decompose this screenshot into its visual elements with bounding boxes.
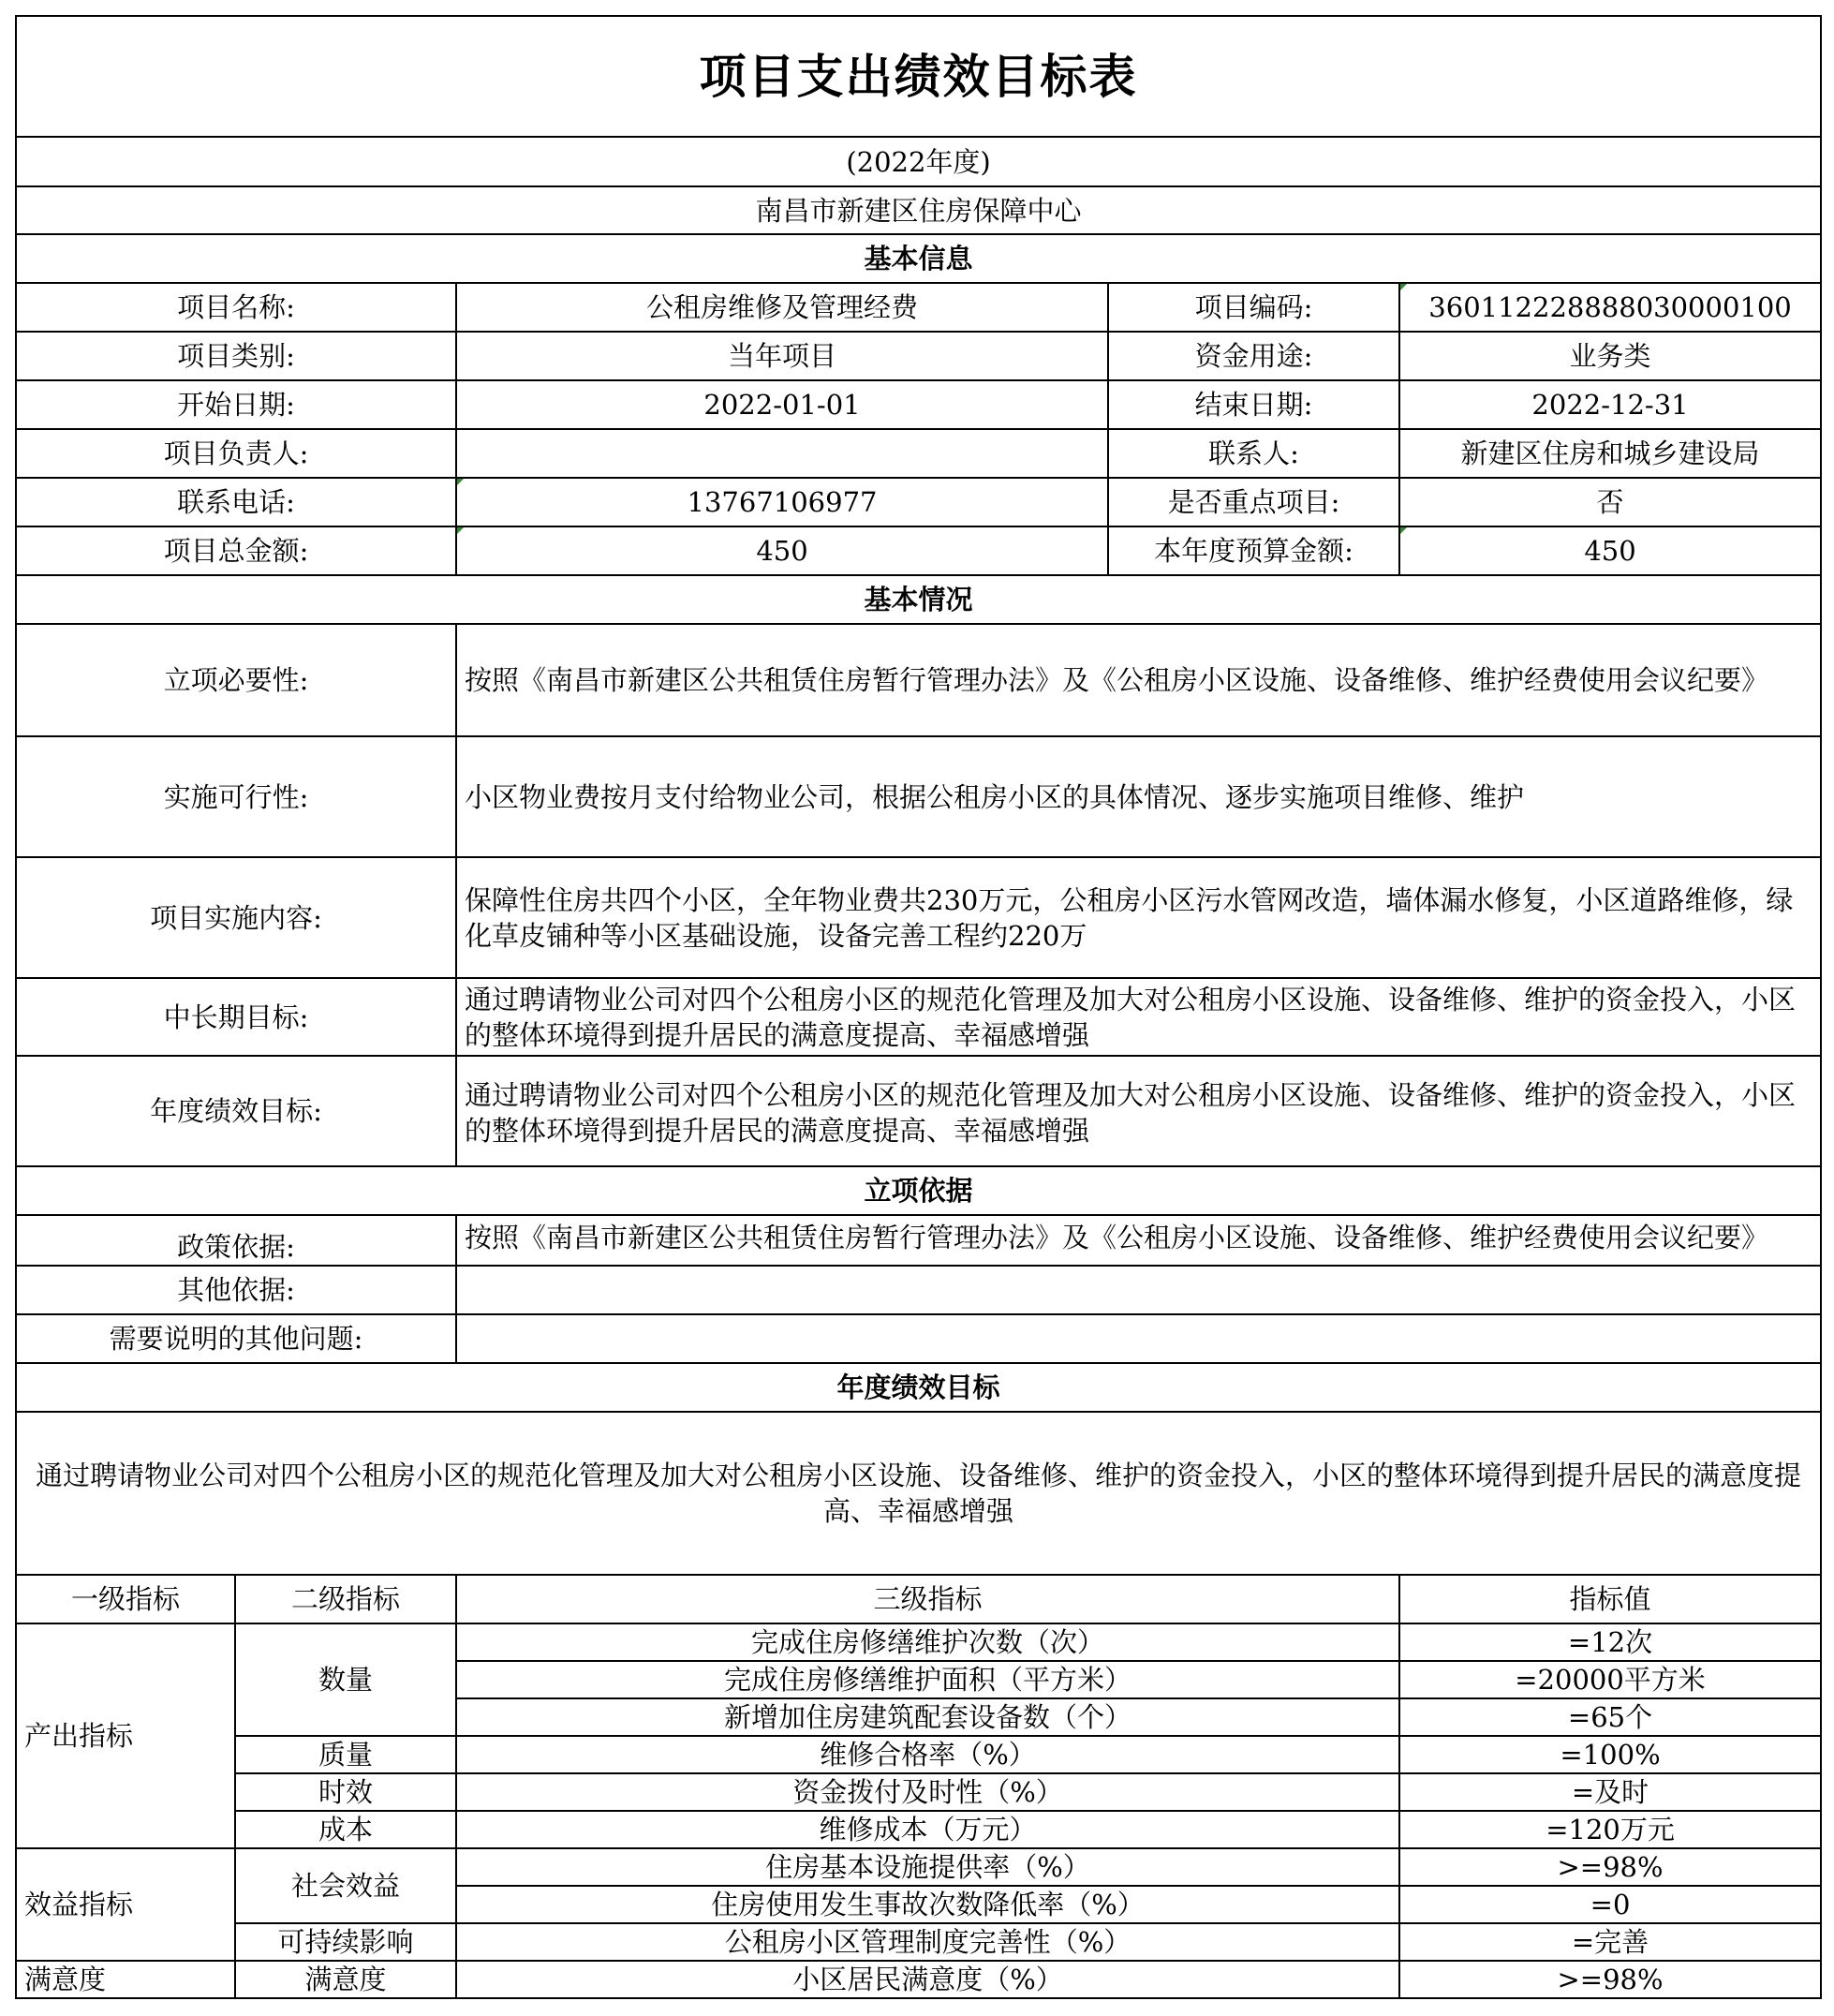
fund-use-label: 资金用途: xyxy=(1108,332,1399,380)
fiscal-year: (2022年度) xyxy=(16,137,1821,186)
fund-use-value: 业务类 xyxy=(1399,332,1821,380)
project-name-value: 公租房维修及管理经费 xyxy=(456,283,1108,332)
level1-output: 产出指标 xyxy=(16,1623,235,1848)
content-text: 保障性住房共四个小区，全年物业费共230万元，公租房小区污水管网改造，墙体漏水修复，小区道路维修，绿化草皮铺种等小区基础设施，设备完善工程约220万 xyxy=(456,857,1821,978)
indicator-name: 小区居民满意度（%） xyxy=(456,1961,1399,1998)
end-date-value: 2022-12-31 xyxy=(1399,380,1821,429)
indicator-name: 新增加住房建筑配套设备数（个） xyxy=(456,1698,1399,1736)
start-date-value: 2022-01-01 xyxy=(456,380,1108,429)
section-basic-info: 基本信息 xyxy=(16,234,1821,283)
policy-text: 按照《南昌市新建区公共租赁住房暂行管理办法》及《公租房小区设施、设备维修、维护经费使用会议纪要》 xyxy=(465,1222,1769,1253)
total-amount-label: 项目总金额: xyxy=(16,526,456,575)
feasibility-text: 小区物业费按月支付给物业公司，根据公租房小区的具体情况、逐步实施项目维修、维护 xyxy=(456,736,1821,857)
indicator-value: >=98% xyxy=(1399,1961,1821,1998)
indicator-name: 维修合格率（%） xyxy=(456,1736,1399,1773)
other-basis-label: 其他依据: xyxy=(16,1266,456,1314)
level2-sustainability: 可持续影响 xyxy=(235,1923,456,1961)
level2-quantity: 数量 xyxy=(235,1623,456,1736)
section-situation: 基本情况 xyxy=(16,575,1821,624)
section-annual-target: 年度绩效目标 xyxy=(16,1363,1821,1412)
policy-cell xyxy=(456,1215,1821,1266)
page-title: 项目支出绩效目标表 xyxy=(16,16,1821,137)
indicator-value: =完善 xyxy=(1399,1923,1821,1961)
project-code-value: 36011222888803000010​0 xyxy=(1399,283,1821,332)
indicator-name: 资金拨付及时性（%） xyxy=(456,1773,1399,1811)
feasibility-label: 实施可行性: xyxy=(16,736,456,857)
indicator-value: =0 xyxy=(1399,1886,1821,1923)
contact-label: 联系人: xyxy=(1108,429,1399,478)
col-value-header: 指标值 xyxy=(1399,1575,1821,1623)
indicator-name: 完成住房修缮维护面积（平方米） xyxy=(456,1661,1399,1698)
category-label: 项目类别: xyxy=(16,332,456,380)
annual-target-text: 通过聘请物业公司对四个公租房小区的规范化管理及加大对公租房小区设施、设备维修、维护的资金投入，小区的整体环境得到提升居民的满意度提高、幸福感增强 xyxy=(16,1412,1821,1575)
level2-timeliness: 时效 xyxy=(235,1773,456,1811)
col-level3-header: 三级指标 xyxy=(456,1575,1399,1623)
level1-satisfaction: 满意度 xyxy=(16,1961,235,1998)
indicator-name: 维修成本（万元） xyxy=(456,1811,1399,1848)
indicator-value: =20000平方米 xyxy=(1399,1661,1821,1698)
category-value: 当年项目 xyxy=(456,332,1108,380)
indicator-value: =12次 xyxy=(1399,1623,1821,1661)
project-name-label: 项目名称: xyxy=(16,283,456,332)
indicator-name: 住房基本设施提供率（%） xyxy=(456,1848,1399,1886)
long-term-text: 通过聘请物业公司对四个公租房小区的规范化管理及加大对公租房小区设施、设备维修、维护的资金投入，小区的整体环境得到提升居民的满意度提高、幸福感增强 xyxy=(456,978,1821,1056)
level2-satisfaction: 满意度 xyxy=(235,1961,456,1998)
col-level2-header: 二级指标 xyxy=(235,1575,456,1623)
indicator-name: 完成住房修缮维护次数（次） xyxy=(456,1623,1399,1661)
level1-benefit: 效益指标 xyxy=(16,1848,235,1961)
indicator-value: =100% xyxy=(1399,1736,1821,1773)
key-project-label: 是否重点项目: xyxy=(1108,478,1399,526)
annual-goal-label: 年度绩效目标: xyxy=(16,1056,456,1166)
project-code-label: 项目编码: xyxy=(1108,283,1399,332)
level2-quality: 质量 xyxy=(235,1736,456,1773)
policy-label: 政策依据: xyxy=(16,1215,456,1266)
annual-goal-text: 通过聘请物业公司对四个公租房小区的规范化管理及加大对公租房小区设施、设备维修、维护的资金投入，小区的整体环境得到提升居民的满意度提高、幸福感增强 xyxy=(456,1056,1821,1166)
total-amount-value: 450 xyxy=(456,526,1108,575)
contact-value: 新建区住房和城乡建设局 xyxy=(1399,429,1821,478)
col-level1-header: 一级指标 xyxy=(16,1575,235,1623)
indicator-value: =65个 xyxy=(1399,1698,1821,1736)
indicator-value: =及时 xyxy=(1399,1773,1821,1811)
indicator-value: =120万元 xyxy=(1399,1811,1821,1848)
indicator-name: 公租房小区管理制度完善性（%） xyxy=(456,1923,1399,1961)
other-issues-label: 需要说明的其他问题: xyxy=(16,1314,456,1363)
indicator-value: >=98% xyxy=(1399,1848,1821,1886)
level2-cost: 成本 xyxy=(235,1811,456,1848)
budget-amount-label: 本年度预算金额: xyxy=(1108,526,1399,575)
indicator-name: 住房使用发生事故次数降低率（%） xyxy=(456,1886,1399,1923)
start-date-label: 开始日期: xyxy=(16,380,456,429)
leader-label: 项目负责人: xyxy=(16,429,456,478)
necessity-label: 立项必要性: xyxy=(16,624,456,736)
unit-name: 南昌市新建区住房保障中心 xyxy=(16,186,1821,234)
level2-social: 社会效益 xyxy=(235,1848,456,1923)
performance-target-table xyxy=(15,15,1822,1999)
budget-amount-value: 450 xyxy=(1399,526,1821,575)
content-label: 项目实施内容: xyxy=(16,857,456,978)
end-date-label: 结束日期: xyxy=(1108,380,1399,429)
necessity-text: 按照《南昌市新建区公共租赁住房暂行管理办法》及《公租房小区设施、设备维修、维护经费使用会议纪要》 xyxy=(456,624,1821,736)
leader-value xyxy=(456,429,1108,478)
phone-value: 13767106977 xyxy=(456,478,1108,526)
phone-label: 联系电话: xyxy=(16,478,456,526)
other-basis-value xyxy=(456,1266,1821,1314)
section-basis: 立项依据 xyxy=(16,1166,1821,1215)
other-issues-value xyxy=(456,1314,1821,1363)
long-term-label: 中长期目标: xyxy=(16,978,456,1056)
key-project-value: 否 xyxy=(1399,478,1821,526)
